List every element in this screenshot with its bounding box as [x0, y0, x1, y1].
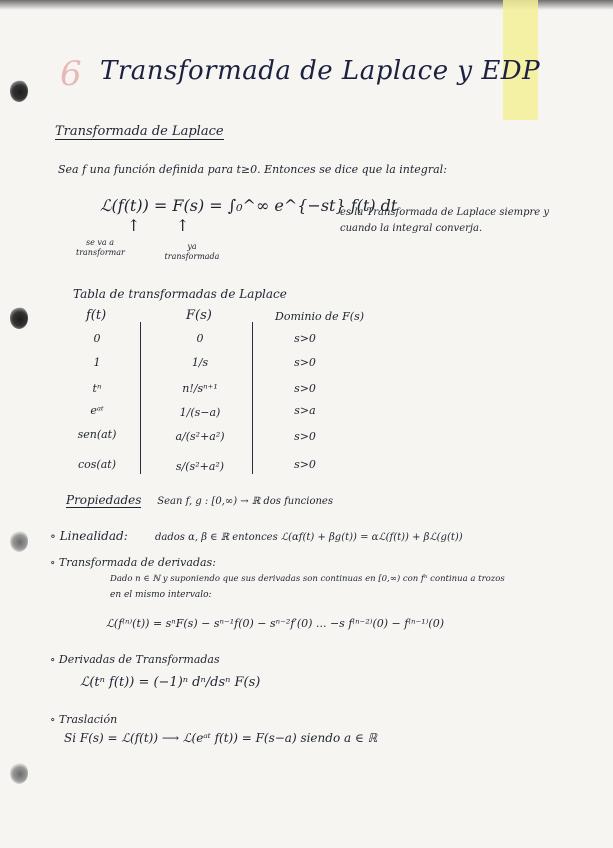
table-cell-F: 1/(s−a) [179, 406, 221, 419]
table-cell-F: s/(s²+a²) [175, 460, 225, 473]
section-title: Transformada de Laplace [55, 124, 224, 139]
up-arrow-icon: ↑ [176, 216, 190, 235]
bullet-icon: ∘ [50, 529, 60, 543]
table-divider [252, 322, 253, 474]
annotation-left: se va a transformar [76, 238, 125, 257]
formula-note: es la Transformada de Laplace siempre y cuando la integral converja. [340, 207, 550, 234]
table-cell-domain: s>0 [294, 430, 316, 443]
table-cell-f: 1 [93, 356, 101, 369]
binder-hole-icon [10, 530, 28, 552]
table-cell-f: 0 [93, 332, 101, 345]
table-cell-F: 0 [196, 332, 204, 345]
derivative-item [50, 556, 216, 569]
table-cell-F: 1/s [191, 356, 209, 369]
translation-item [50, 713, 117, 726]
binder-hole-icon [10, 80, 28, 102]
derivative-text-1: Dado n ∈ ℕ y suponiendo que sus derivadas son continuas en [0,∞) con fⁿ continua a trozos [110, 574, 505, 584]
properties-heading-rest: Sean f, g : [0,∞) → ℝ dos funciones [157, 496, 333, 507]
deriv-transform-label: Derivadas de Transformadas [58, 653, 220, 666]
translation-formula: Si F(s) = ℒ(f(t)) ⟶ ℒ(eᵃᵗ f(t)) = F(s−a) siendo a ∈ ℝ [64, 731, 378, 745]
annotation-right: ya transformada [164, 242, 220, 261]
bullet-icon: ∘ [50, 556, 59, 569]
table-cell-domain: s>0 [294, 458, 316, 471]
column-header-F: F(s) [186, 308, 212, 323]
derivative-label: Transformada de derivadas: [58, 556, 216, 569]
chapter-number: 6 [60, 54, 82, 94]
table-cell-f: sen(at) [77, 428, 117, 441]
laplace-definition-formula: ℒ(f(t)) = F(s) = ∫₀^∞ e^{−st} f(t) dt [100, 196, 398, 215]
bullet-icon: ∘ [50, 653, 59, 666]
column-header-f: f(t) [86, 308, 107, 323]
table-cell-domain: s>0 [294, 332, 316, 345]
binder-hole-icon [10, 307, 28, 329]
table-cell-f: tⁿ [92, 382, 102, 395]
table-cell-domain: s>0 [294, 382, 316, 395]
table-cell-f: cos(at) [78, 458, 116, 471]
table-cell-F: n!/sⁿ⁺¹ [182, 382, 218, 395]
deriv-transform-formula: ℒ(tⁿ f(t)) = (−1)ⁿ dⁿ/dsⁿ F(s) [80, 675, 261, 690]
table-title: Tabla de transformadas de Laplace [73, 287, 287, 301]
table-cell-F: a/(s²+a²) [175, 430, 225, 443]
up-arrow-icon: ↑ [127, 216, 141, 235]
linearity-item [50, 529, 128, 543]
page-title: Transformada de Laplace y EDP [100, 56, 541, 86]
translation-label: Traslación [58, 713, 118, 726]
column-header-domain: Dominio de F(s) [275, 310, 365, 323]
table-cell-domain: s>a [294, 404, 316, 417]
table-cell-f: eᵃᵗ [90, 404, 104, 417]
binder-hole-icon [10, 762, 28, 784]
derivative-text-2: en el mismo intervalo: [110, 590, 212, 600]
bullet-icon: ∘ [50, 713, 59, 726]
deriv-transform-item [50, 653, 220, 666]
properties-heading-line [66, 493, 333, 507]
linearity-label: Linealidad: [59, 529, 128, 543]
properties-heading: Propiedades [66, 493, 142, 507]
linearity-text: dados α, β ∈ ℝ entonces ℒ(αf(t) + βg(t)) = αℒ(f(t)) + βℒ(g(t)) [155, 532, 463, 543]
table-cell-domain: s>0 [294, 356, 316, 369]
definition-intro: Sea f una función definida para t≥0. Entonces se dice que la integral: [58, 163, 447, 176]
derivative-formula: ℒ(f⁽ⁿ⁾(t)) = sⁿF(s) − sⁿ⁻¹f(0) − sⁿ⁻²f′(0) ... −s f⁽ⁿ⁻²⁾(0) − f⁽ⁿ⁻¹⁾(0) [106, 617, 444, 630]
table-divider [140, 322, 141, 474]
